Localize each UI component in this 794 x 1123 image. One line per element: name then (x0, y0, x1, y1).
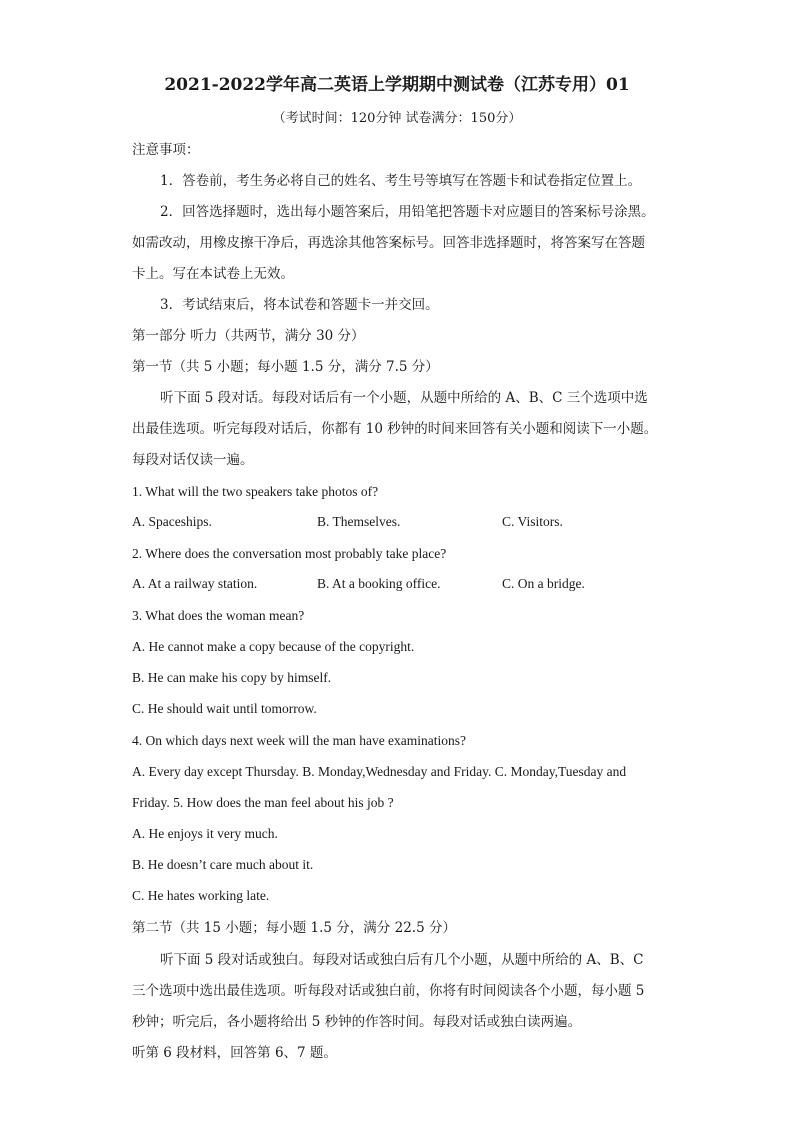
q4-options-line-1: A. Every day except Thursday. B. Monday,Wednesday and Friday. C. Monday,Tuesday and (132, 764, 627, 779)
question-4: 4. On which days next week will the man have examinations? (132, 733, 467, 748)
q2-option-c: C. On a bridge. (502, 576, 585, 591)
material-6-heading: 听第 6 段材料，回答第 6、7 题。 (132, 1045, 337, 1061)
section1-instruction-line-2: 出最佳选项。听完每段对话后，你都有 10 秒钟的时间来回答有关小题和阅读下一小题。 (132, 421, 658, 437)
note-item-2-line-3: 卡上。写在本试卷上无效。 (132, 266, 294, 282)
page-title: 2021-2022学年高二英语上学期期中测试卷（江苏专用）01 (164, 75, 630, 95)
note-item-3: 3．考试结束后，将本试卷和答题卡一并交回。 (160, 297, 439, 313)
q3-option-b: B. He can make his copy by himself. (132, 670, 332, 685)
note-item-2-line-1: 2．回答选择题时，选出每小题答案后，用铅笔把答题卡对应题目的答案标号涂黑。 (160, 204, 655, 220)
section2-instruction-line-2: 三个选项中选出最佳选项。听每段对话或独白前，你将有时间阅读各个小题，每小题 5 (132, 983, 645, 999)
q1-option-c: C. Visitors. (502, 514, 563, 529)
part1-heading: 第一部分 听力（共两节，满分 30 分） (132, 328, 365, 344)
section1-heading: 第一节（共 5 小题；每小题 1.5 分，满分 7.5 分） (132, 359, 439, 375)
exam-info: （考试时间：120分钟 试卷满分：150分） (272, 111, 522, 126)
q5-option-c: C. He hates working late. (132, 888, 270, 903)
section1-instruction-line-1: 听下面 5 段对话。每段对话后有一个小题，从题中所给的 A、B、C 三个选项中选 (160, 390, 648, 406)
q1-option-a: A. Spaceships. (132, 514, 212, 529)
q2-option-a: A. At a railway station. (132, 576, 258, 591)
question-1: 1. What will the two speakers take photos of? (132, 484, 379, 499)
note-item-2-line-2: 如需改动，用橡皮擦干净后，再选涂其他答案标号。回答非选择题时，将答案写在答题 (132, 235, 645, 251)
q5-option-a: A. He enjoys it very much. (132, 826, 278, 841)
section1-instruction-line-3: 每段对话仅读一遍。 (132, 452, 254, 468)
notes-heading: 注意事项： (132, 142, 200, 158)
question-2: 2. Where does the conversation most probably take place? (132, 546, 447, 561)
q1-option-b: B. Themselves. (317, 514, 401, 529)
q5-option-b: B. He doesn’t care much about it. (132, 857, 314, 872)
q3-option-a: A. He cannot make a copy because of the copyright. (132, 639, 415, 654)
section2-heading: 第二节（共 15 小题；每小题 1.5 分，满分 22.5 分） (132, 920, 456, 936)
q4-options-line-2: Friday. 5. How does the man feel about his job ? (132, 795, 394, 810)
q2-option-b: B. At a booking office. (317, 576, 441, 591)
q3-option-c: C. He should wait until tomorrow. (132, 701, 317, 716)
note-item-1: 1．答卷前，考生务必将自己的姓名、考生号等填写在答题卡和试卷指定位置上。 (160, 173, 642, 189)
question-3: 3. What does the woman mean? (132, 608, 305, 623)
section2-instruction-line-3: 秒钟；听完后，各小题将给出 5 秒钟的作答时间。每段对话或独白读两遍。 (132, 1014, 582, 1030)
section2-instruction-line-1: 听下面 5 段对话或独白。每段对话或独白后有几个小题，从题中所给的 A、B、C (160, 952, 644, 968)
